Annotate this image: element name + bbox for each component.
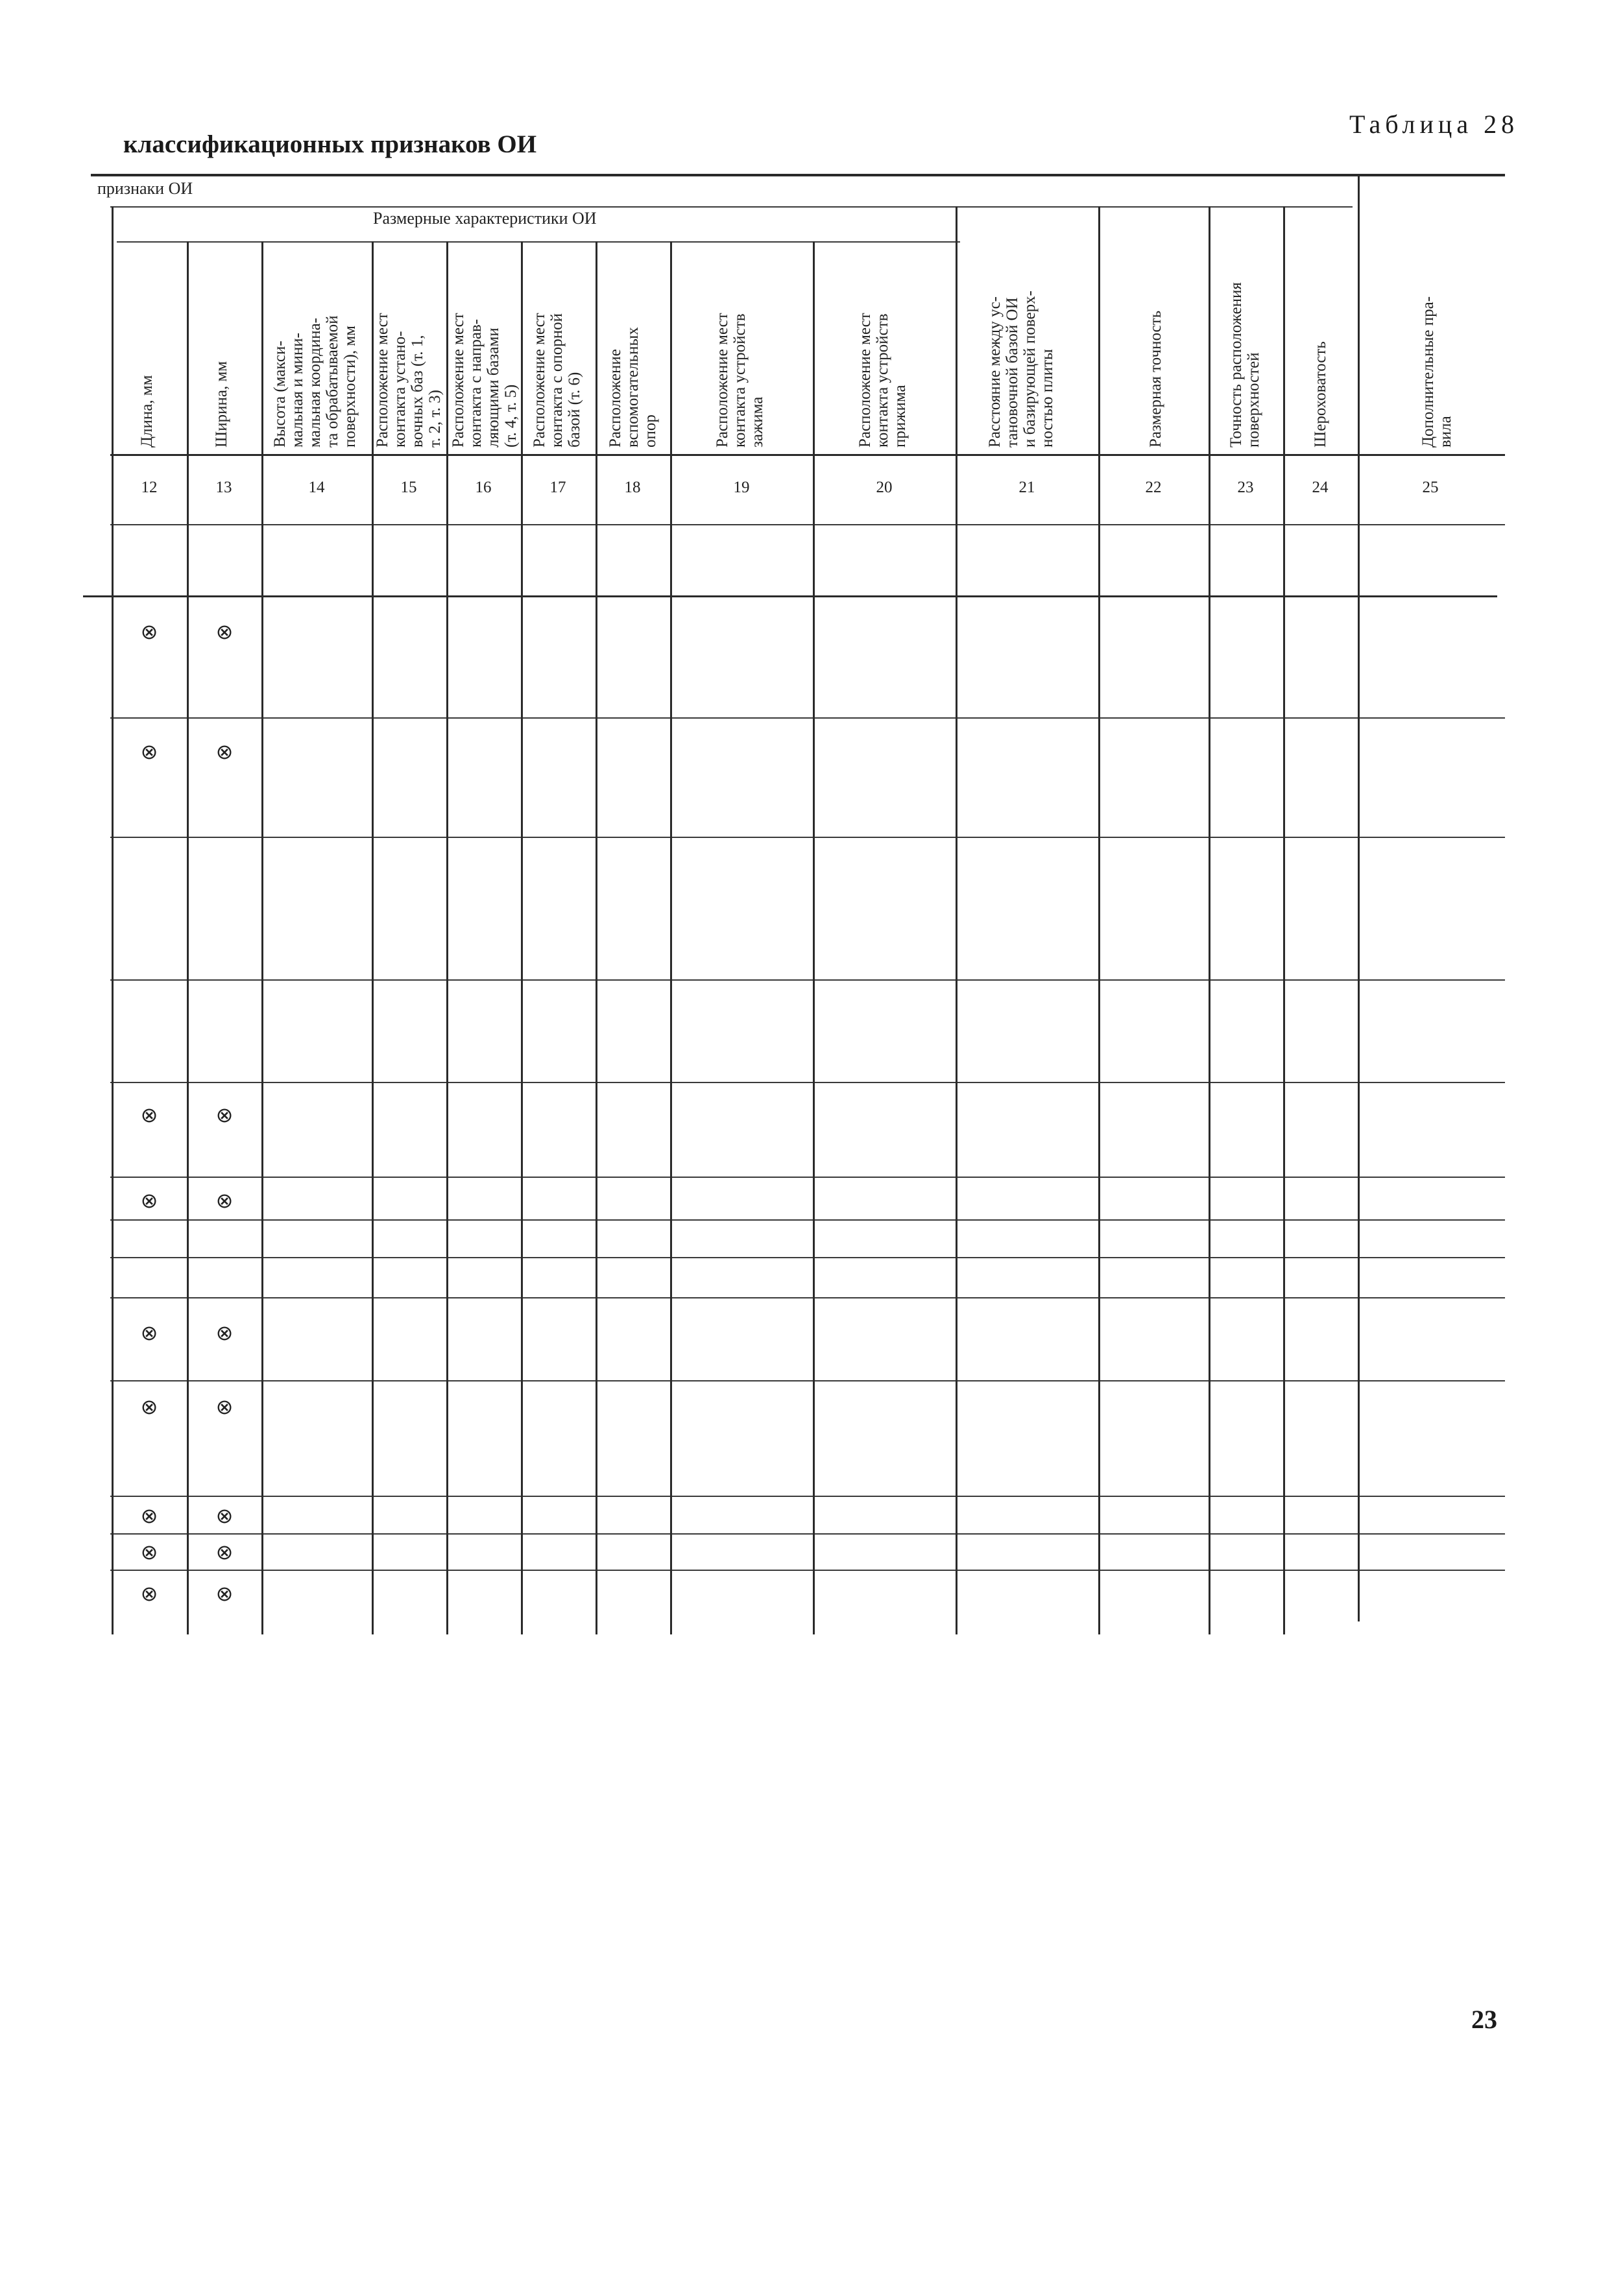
- col-divider: [1283, 206, 1285, 1634]
- column-number: 18: [624, 479, 641, 496]
- column-header-distance: Расстояние между ус- тановочной базой ОИ и базирующей поверх- ностью плиты: [986, 291, 1056, 448]
- header-bottom-rule: [110, 454, 1505, 456]
- column-header-roughness: Шероховатость: [1312, 341, 1329, 448]
- subgroup-rule: [117, 241, 960, 243]
- marked-cell: ⊗: [215, 1394, 234, 1419]
- top-rule: [91, 174, 1505, 176]
- column-number: 13: [215, 479, 232, 496]
- row-rule: [110, 1297, 1505, 1298]
- column-header-length: Длина, мм: [138, 375, 156, 448]
- marked-cell: ⊗: [140, 619, 158, 644]
- col-divider: [1098, 206, 1100, 1634]
- column-number: 16: [475, 479, 492, 496]
- column-header-dimensional-accuracy: Размерная точность: [1147, 310, 1164, 448]
- marked-cell: ⊗: [215, 1581, 234, 1606]
- marked-cell: ⊗: [140, 1188, 158, 1213]
- marked-cell: ⊗: [140, 739, 158, 764]
- marked-cell: ⊗: [140, 1540, 158, 1564]
- page-number: 23: [1471, 2005, 1497, 2034]
- col-divider: [187, 241, 189, 1634]
- marked-cell: ⊗: [215, 739, 234, 764]
- col-divider: [521, 241, 523, 1634]
- marked-cell: ⊗: [215, 619, 234, 644]
- column-number: 21: [1018, 479, 1035, 496]
- column-number: 24: [1312, 479, 1329, 496]
- col-divider: [813, 241, 815, 1634]
- row-rule: [110, 717, 1505, 719]
- group-label-sub: Размерные характеристики ОИ: [373, 209, 597, 228]
- row-rule: [110, 979, 1505, 981]
- row-rule: [110, 837, 1505, 838]
- marked-cell: ⊗: [215, 1321, 234, 1345]
- table-label: Таблица 28: [1349, 110, 1519, 139]
- column-number: 15: [400, 479, 417, 496]
- marked-cell: ⊗: [140, 1394, 158, 1419]
- marked-cell: ⊗: [140, 1103, 158, 1127]
- marked-cell: ⊗: [140, 1503, 158, 1528]
- row-rule: [110, 1380, 1505, 1381]
- row-rule: [110, 1533, 1505, 1535]
- column-number: 17: [549, 479, 566, 496]
- col-divider: [1358, 175, 1360, 1621]
- column-number: 12: [141, 479, 158, 496]
- column-header-aux-supports: Расположение вспомогательных опор: [607, 327, 659, 448]
- number-row-rule: [110, 524, 1505, 525]
- column-header-height: Высота (макси- мальная и мини- мальная координа- та обрабатываемой поверхности), мм: [271, 315, 359, 448]
- row-rule: [110, 1082, 1505, 1083]
- row-rule: [110, 1177, 1505, 1178]
- row-rule: [110, 1496, 1505, 1497]
- col-divider: [446, 241, 448, 1634]
- col-divider: [261, 241, 263, 1634]
- section-rule: [83, 595, 1497, 597]
- marked-cell: ⊗: [215, 1540, 234, 1564]
- marked-cell: ⊗: [215, 1188, 234, 1213]
- column-number: 20: [876, 479, 893, 496]
- col-divider: [372, 241, 374, 1634]
- col-divider: [670, 241, 672, 1634]
- group-rule: [110, 206, 1353, 208]
- column-header-guide-bases: Расположение мест контакта с направ- ляющими базами (т. 4, т. 5): [450, 313, 520, 448]
- col-divider: [956, 206, 957, 1634]
- group-label-top: признаки ОИ: [97, 179, 193, 198]
- row-rule: [110, 1219, 1505, 1221]
- column-header-clamp: Расположение мест контакта устройств зажима: [714, 313, 766, 448]
- column-header-additional-rules: Дополнительные пра- вила: [1419, 296, 1454, 448]
- col-divider: [112, 206, 114, 1634]
- column-number: 23: [1237, 479, 1254, 496]
- column-number: 25: [1422, 479, 1439, 496]
- marked-cell: ⊗: [215, 1503, 234, 1528]
- marked-cell: ⊗: [215, 1103, 234, 1127]
- column-header-position-accuracy: Точность расположения поверхностей: [1227, 282, 1262, 448]
- column-number: 22: [1145, 479, 1162, 496]
- col-divider: [1209, 206, 1210, 1634]
- marked-cell: ⊗: [140, 1321, 158, 1345]
- column-header-width: Ширина, мм: [213, 361, 230, 448]
- row-rule: [110, 1257, 1505, 1258]
- column-number: 19: [733, 479, 750, 496]
- column-number: 14: [308, 479, 325, 496]
- row-rule: [110, 1570, 1505, 1571]
- table-title: классификационных признаков ОИ: [123, 130, 537, 158]
- marked-cell: ⊗: [140, 1581, 158, 1606]
- column-header-support-base: Расположение мест контакта с опорной базой (т. 6): [531, 313, 583, 448]
- col-divider: [596, 241, 597, 1634]
- column-header-press: Расположение мест контакта устройств прижима: [856, 313, 909, 448]
- column-header-install-bases: Расположение мест контакта устано- вочных баз (т. 1, т. 2, т. 3): [374, 313, 444, 448]
